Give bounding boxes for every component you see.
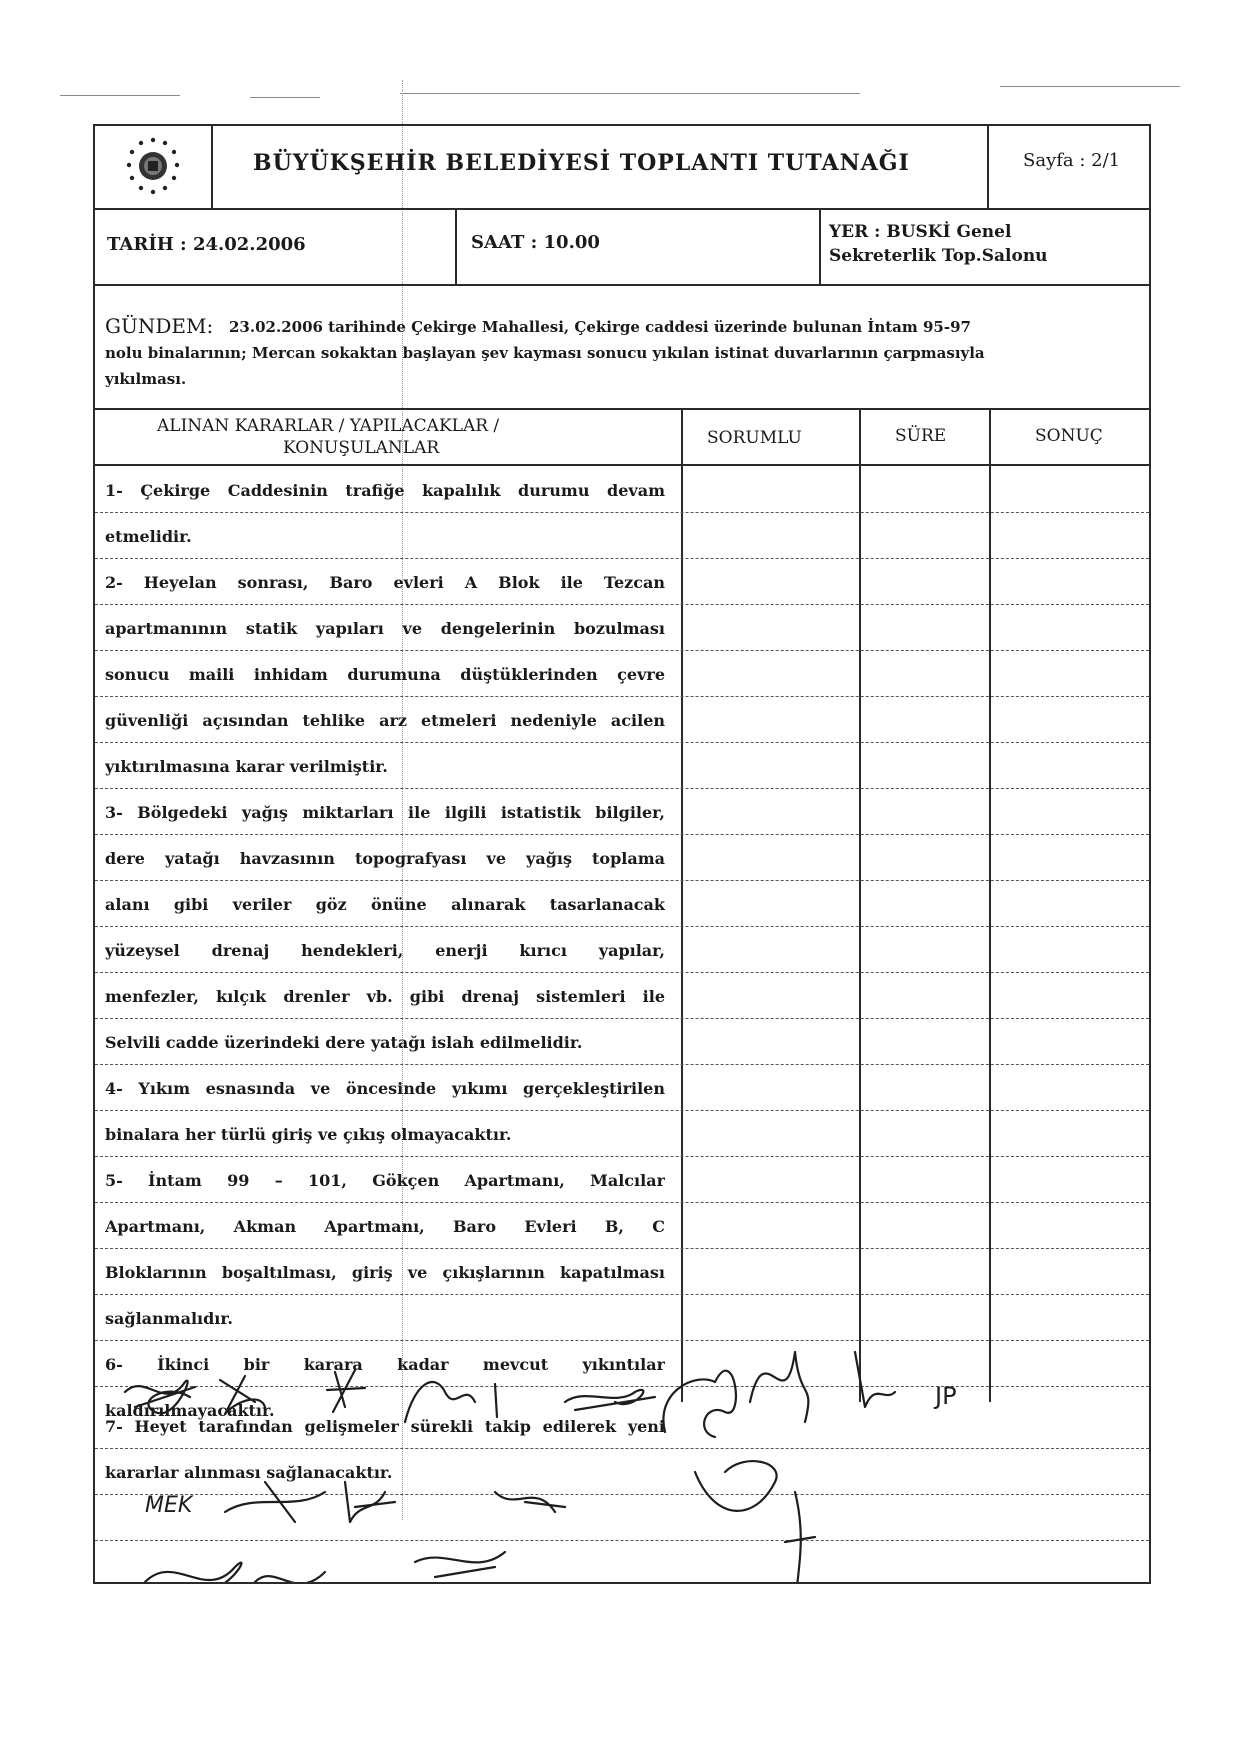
signature-14 (415, 1552, 505, 1577)
agenda-line1: 23.02.2006 tarihinde Çekirge Mahallesi, Çekirge caddesi üzerinde bulunan İntam 95-97 (229, 318, 971, 336)
signature-6 (663, 1371, 735, 1437)
agenda-label: GÜNDEM: (105, 314, 214, 338)
col-decisions-header-line2: KONUŞULANLAR (283, 438, 440, 458)
decision-item-2 (105, 560, 665, 790)
page-number: Sayfa : 2/1 (1023, 150, 1121, 171)
item-line: 3- Bölgedeki yağış miktarları ile ilgili istatistik bilgiler, (105, 803, 665, 822)
col-decisions-header-line1: ALINAN KARARLAR / YAPILACAKLAR / (157, 416, 500, 436)
signature-8 (855, 1352, 895, 1407)
header-row (95, 126, 1149, 210)
meeting-time: SAAT : 10.00 (471, 232, 600, 253)
item-line: etmelidir. (105, 527, 192, 546)
item-line: yıktırılmasına karar verilmiştir. (105, 757, 388, 776)
meeting-date: TARİH : 24.02.2006 (107, 234, 306, 255)
item-line: sağlanmalıdır. (105, 1309, 233, 1328)
agenda-line3: yıkılması. (105, 370, 187, 388)
decision-item-1 (105, 468, 665, 560)
scan-artifact (250, 97, 320, 98)
decision-item-4 (105, 1066, 665, 1158)
agenda-row (95, 286, 1149, 410)
col-responsible-header: SORUMLU (707, 428, 802, 448)
signature-4 (405, 1382, 497, 1422)
item-line: 5- İntam 99 – 101, Gökçen Apartmanı, Malcılar (105, 1171, 665, 1190)
signatures-area (95, 1322, 1149, 1582)
item-line: güvenliği açısından tehlike arz etmeleri nedeniyle acilen (105, 711, 665, 730)
minutes-form (93, 124, 1151, 1584)
item-line: binalara her türlü giriş ve çıkış olmayacaktır. (105, 1125, 512, 1144)
item-line: sonucu maili inhidam durumuna düştüklerinden çevre (105, 665, 665, 684)
item-line: 6- İkinci bir karara kadar mevcut yıkıntılar (105, 1355, 665, 1374)
item-line: kaldırılmayacaktır. (105, 1401, 275, 1420)
signature-2 (220, 1376, 265, 1414)
signature-3 (327, 1370, 365, 1412)
item-line: 2- Heyelan sonrası, Baro evleri A Blok ile Tezcan (105, 573, 665, 592)
signature-11 (495, 1492, 565, 1512)
col-result-header: SONUÇ (1035, 426, 1103, 446)
signature-9 (225, 1482, 325, 1522)
stamp-jp: JP (935, 1382, 957, 1410)
signature-15 (785, 1492, 815, 1582)
item-line: dere yatağı havzasının topografyası ve yağış toplama (105, 849, 665, 868)
signature-13 (145, 1563, 325, 1582)
signature-10 (345, 1482, 395, 1522)
signature-7 (750, 1352, 808, 1422)
item-line: menfezler, kılçık drenler vb. gibi drenaj sistemleri ile (105, 987, 665, 1006)
signature-1 (125, 1381, 195, 1414)
signature-5 (565, 1390, 655, 1410)
document-title: BÜYÜKŞEHİR BELEDİYESİ TOPLANTI TUTANAĞI (253, 150, 910, 176)
agenda-line2: nolu binalarının; Mercan sokaktan başlayan şev kayması sonucu yıkılan istinat duvarlarının çarpmasıyla (105, 344, 985, 362)
item-line: Selvili cadde üzerindeki dere yatağı islah edilmelidir. (105, 1033, 583, 1052)
scan-artifact (400, 93, 860, 94)
item-line: 7- Heyet tarafından gelişmeler sürekli takip edilerek yeni (105, 1417, 665, 1436)
item-line: apartmanının statik yapıları ve dengelerinin bozulması (105, 619, 665, 638)
col-duration-header: SÜRE (895, 426, 947, 446)
municipality-seal-icon (113, 132, 193, 202)
item-line: Apartmanı, Akman Apartmanı, Baro Evleri B, C (105, 1217, 665, 1236)
meeting-place-line2: Sekreterlik Top.Salonu (829, 246, 1048, 266)
decision-item-5 (105, 1158, 665, 1342)
item-line: alanı gibi veriler göz önüne alınarak tasarlanacak (105, 895, 665, 914)
scan-artifact (1000, 86, 1180, 87)
item-line: 1- Çekirge Caddesinin trafiğe kapalılık durumu devam (105, 481, 665, 500)
item-line: Bloklarının boşaltılması, giriş ve çıkışlarının kapatılması (105, 1263, 665, 1282)
item-line: yüzeysel drenaj hendekleri, enerji kırıcı yapılar, (105, 941, 665, 960)
table-header-row (95, 410, 1149, 466)
signature-12 (695, 1461, 777, 1511)
meta-row (95, 210, 1149, 286)
decision-item-3 (105, 790, 665, 1066)
item-line: kararlar alınması sağlanacaktır. (105, 1463, 393, 1482)
item-line: 4- Yıkım esnasında ve öncesinde yıkımı gerçekleştirilen (105, 1079, 665, 1098)
meeting-place-line1: YER : BUSKİ Genel (829, 222, 1012, 242)
scan-artifact (60, 95, 180, 96)
signature-name-mek: MEK (145, 1493, 193, 1518)
